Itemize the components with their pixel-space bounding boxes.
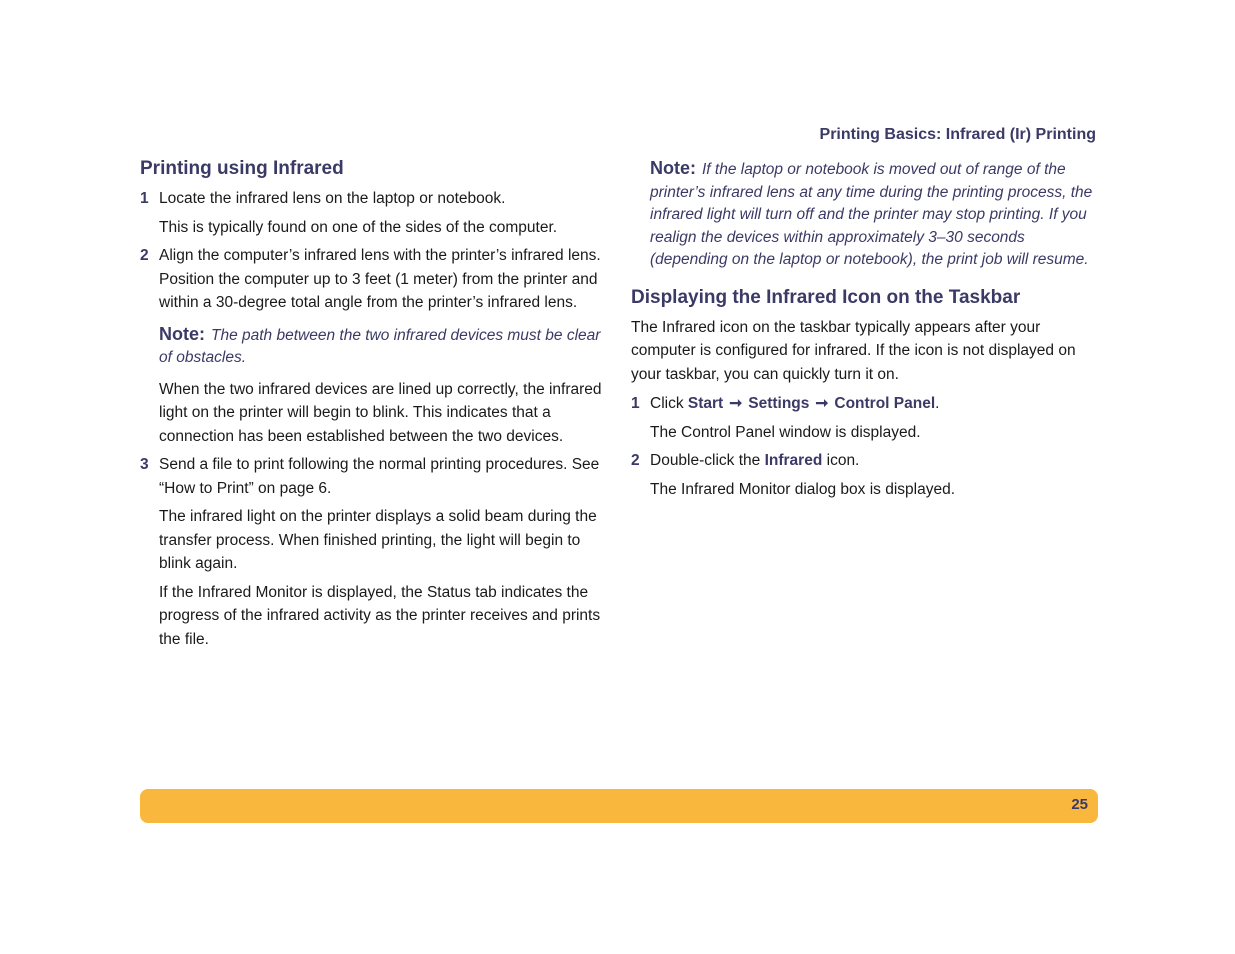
step-2-detail: The Infrared Monitor dialog box is displayed.: [650, 480, 955, 498]
step-number: 1: [631, 395, 640, 412]
menu-term-start: Start: [687, 395, 724, 412]
note-text: The path between the two infrared devices must be clear of obstacles.: [159, 326, 601, 366]
step-1: [631, 392, 1096, 416]
step-text: Locate the infrared lens on the laptop or notebook.: [159, 190, 506, 207]
menu-term-control-panel: Control Panel: [834, 395, 936, 412]
step-3-detail-1: The infrared light on the printer displays a solid beam during the transfer process. When finished printing, the light will begin to blink again.: [159, 508, 597, 572]
step-2: [631, 449, 1096, 473]
step-3-detail-2: If the Infrared Monitor is displayed, the Status tab indicates the progress of the infrared activity as the printer receives and prints the file.: [159, 583, 601, 648]
section-heading-printing-using-infrared: Printing using Infrared: [140, 158, 344, 179]
intro-paragraph: The Infrared icon on the taskbar typically appears after your computer is configured for infrared. If the icon is not displayed on your taskbar, you can quickly turn it on.: [631, 318, 1076, 383]
page-number: 25: [1071, 796, 1088, 813]
note-text: If the laptop or notebook is moved out of range of the printer’s infrared lens at any time during the printing process, the infrared light will turn off and the printer may stop printing. If you realign the devices within approximately 3–30 seconds (depending on the laptop or notebook), the print job will resume.: [650, 161, 1093, 268]
step-text: [650, 449, 1096, 473]
note-label: Note:: [650, 158, 696, 178]
arrow-icon: ➞: [815, 395, 829, 412]
footer-bar: [140, 789, 1098, 823]
step-text: Send a file to print following the normal printing procedures. See “How to Print” on page 6.: [159, 456, 600, 497]
step-1-detail: The Control Panel window is displayed.: [650, 423, 921, 441]
step-2-detail: When the two infrared devices are lined up correctly, the infrared light on the printer will begin to blink. This indicates that a connection has been established between the two devices.: [159, 380, 602, 445]
step-1-detail: This is typically found on one of the sides of the computer.: [159, 218, 558, 236]
step-number: 1: [140, 190, 149, 207]
step-text-after: icon.: [826, 452, 860, 469]
click-word: Click: [650, 395, 684, 412]
note-label: Note:: [159, 323, 205, 344]
step-text: Align the computer’s infrared lens with the printer’s infrared lens. Position the computer up to 3 feet (1 meter) from the printer and within a 30-degree total angle from the printer’s infrared lens.: [159, 247, 601, 311]
left-column: [140, 157, 605, 656]
right-column: [631, 157, 1096, 506]
period: .: [935, 395, 940, 412]
step-text-before: Double-click the: [650, 452, 761, 469]
step-number: 2: [631, 452, 640, 469]
step-2: [140, 244, 605, 315]
step-number: 2: [140, 247, 149, 264]
note-obstacles: [140, 323, 605, 370]
step-number: 3: [140, 456, 149, 473]
running-header: Printing Basics: Infrared (Ir) Printing: [819, 126, 1096, 143]
icon-term-infrared: Infrared: [764, 452, 823, 469]
step-3: [140, 453, 605, 500]
step-1: [140, 187, 605, 211]
menu-term-settings: Settings: [748, 395, 810, 412]
note-out-of-range: [631, 157, 1096, 272]
step-text: [650, 392, 1096, 416]
arrow-icon: ➞: [729, 395, 743, 412]
section-heading-infrared-icon-taskbar: Displaying the Infrared Icon on the Taskbar: [631, 286, 1021, 308]
